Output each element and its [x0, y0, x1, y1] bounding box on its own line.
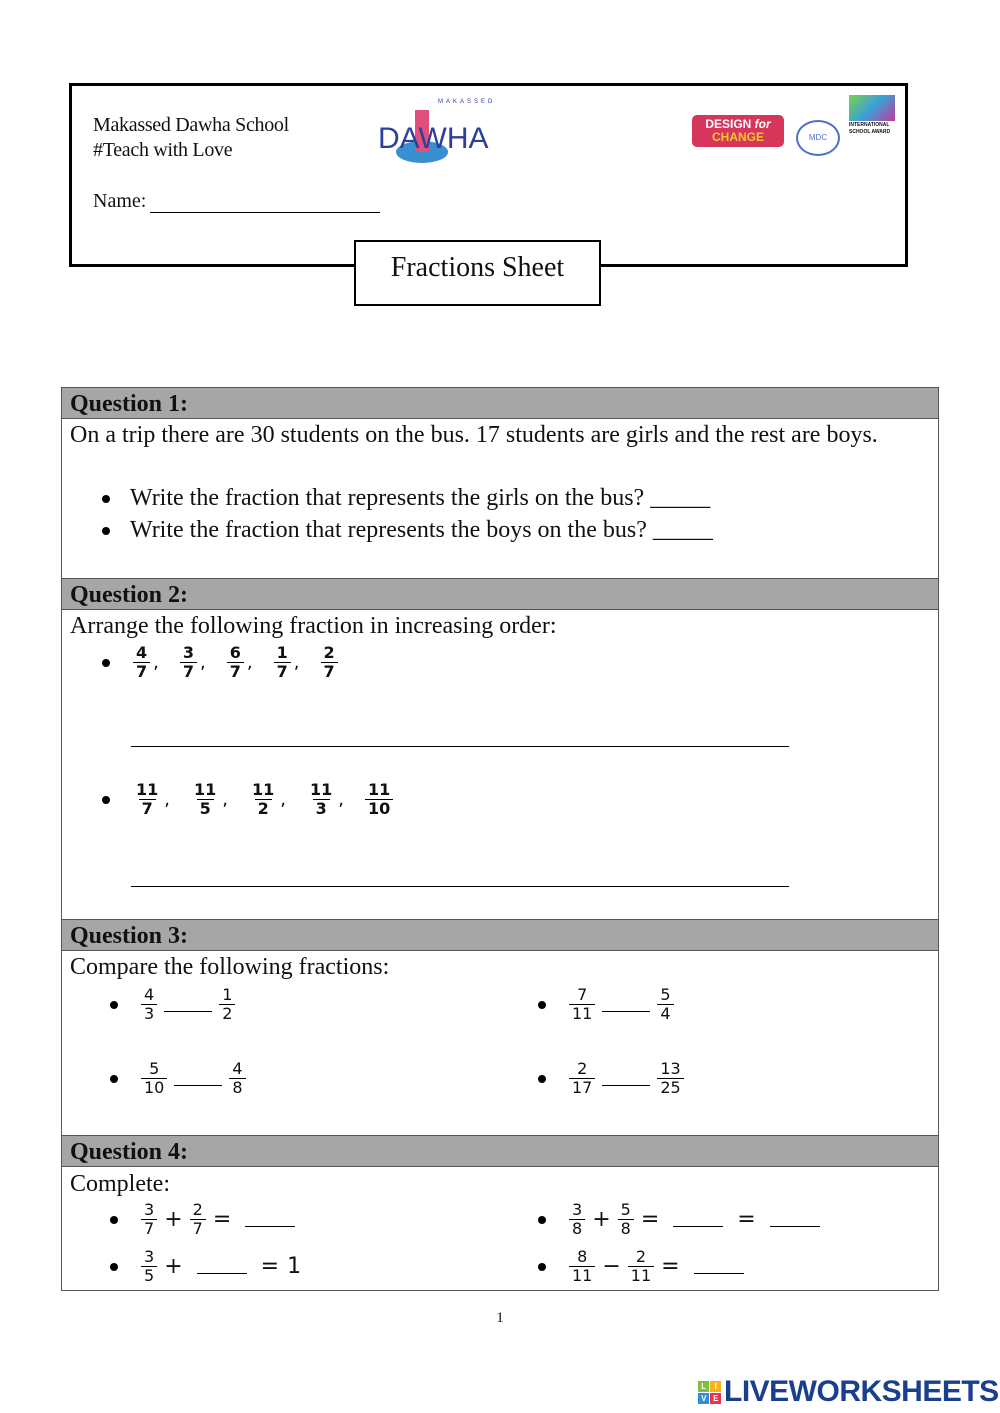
page-title: Fractions Sheet	[354, 240, 601, 306]
fraction: $\frac{5}{10}$	[141, 1060, 167, 1097]
fraction: $\frac{4}{3}$	[141, 986, 157, 1023]
fraction: $\frac{1}{2}$	[219, 986, 235, 1023]
fraction: $\frac{11}{10}$	[365, 781, 393, 818]
fraction: $\frac{11}{5}$	[194, 780, 217, 818]
fraction-set-1: $\frac{4}{7}$ , $\frac{3}{7}$ , $\frac{6}{7}$ , $\frac{1}{7}$ , $\frac{2}{7}$	[102, 644, 341, 681]
school-name: Makassed Dawha School	[93, 114, 289, 136]
fraction: $\frac{13}{25}$	[657, 1060, 683, 1097]
fraction: $\frac{4}{8}$	[229, 1060, 245, 1097]
design-for-change-logo: DESIGN for CHANGE	[692, 115, 784, 147]
answer-blank[interactable]	[197, 1260, 247, 1274]
name-blank[interactable]	[150, 191, 380, 213]
question-2-text: Arrange the following fraction in increasing order:	[70, 613, 557, 639]
compare-item	[110, 1060, 249, 1097]
question-3-header: Question 3:	[62, 919, 938, 951]
list-item: Write the fraction that represents the boys on the bus? _____	[102, 517, 713, 544]
dawha-logo-text: DAWHA	[378, 122, 489, 155]
questions-table	[61, 387, 939, 1291]
mdc-logo: MDC	[796, 120, 840, 156]
fraction: $\frac{2}{17}$	[569, 1060, 595, 1097]
fraction: $\frac{6}{7}$	[227, 644, 244, 681]
compare-item	[538, 1060, 687, 1097]
question-2-header: Question 2:	[62, 578, 938, 610]
answer-blank[interactable]	[245, 1213, 295, 1227]
question-1-header: Question 1:	[62, 387, 938, 419]
fraction: $\frac{11}{7}$	[136, 780, 159, 818]
dawha-logo	[378, 96, 528, 164]
answer-blank[interactable]	[602, 998, 650, 1012]
list-item: Write the fraction that represents the girls on the bus? _____	[102, 485, 710, 512]
question-4-text: Complete:	[70, 1171, 170, 1197]
international-school-award-logo: INTERNATIONAL SCHOOL AWARD	[849, 95, 899, 136]
school-motto: #Teach with Love	[93, 139, 233, 161]
fraction: $\frac{8}{11}$	[569, 1248, 595, 1285]
complete-item: $\frac{3}{7}$ + $\frac{2}{7}$ =	[110, 1201, 305, 1238]
fraction: $\frac{4}{7}$	[133, 644, 150, 681]
fraction: $\frac{3}{7}$	[180, 644, 197, 681]
fraction: $\frac{7}{11}$	[569, 986, 595, 1023]
dawha-logo-small-text: MAKASSED	[438, 99, 496, 105]
liveworksheets-logo: L I V E LIVEWORKSHEETS	[698, 1375, 999, 1409]
fraction: $\frac{2}{11}$	[628, 1248, 654, 1285]
fraction: $\frac{3}{5}$	[141, 1248, 157, 1285]
answer-blank[interactable]	[602, 1072, 650, 1086]
answer-blank[interactable]	[174, 1072, 222, 1086]
answer-blank[interactable]	[164, 998, 212, 1012]
question-4-header: Question 4:	[62, 1135, 938, 1167]
fraction: $\frac{2}{7}$	[190, 1201, 206, 1238]
fraction: $\frac{11}{2}$	[252, 780, 275, 818]
fraction: $\frac{2}{7}$	[321, 644, 338, 681]
compare-item	[538, 986, 677, 1023]
question-1-text: On a trip there are 30 students on the bus. 17 students are girls and the rest are boys.	[70, 422, 878, 448]
fraction: $\frac{3}{7}$	[141, 1201, 157, 1238]
fraction-set-2: $\frac{11}{7}$ , $\frac{11}{5}$ , $\frac{11}{2}$ , $\frac{11}{3}$ , $\frac{11}{10}$	[102, 781, 396, 818]
name-field[interactable]	[93, 190, 380, 213]
question-3-text: Compare the following fractions:	[70, 954, 390, 980]
fraction: $\frac{3}{8}$	[569, 1201, 585, 1238]
fraction: $\frac{11}{3}$	[310, 780, 333, 818]
answer-blank[interactable]	[770, 1213, 820, 1227]
compare-item	[110, 986, 238, 1023]
answer-line[interactable]	[131, 886, 789, 887]
answer-blank[interactable]	[673, 1213, 723, 1227]
complete-item: $\frac{3}{8}$ + $\frac{5}{8}$ = =	[538, 1201, 830, 1238]
fraction: $\frac{5}{8}$	[618, 1201, 634, 1238]
complete-item: $\frac{8}{11}$ − $\frac{2}{11}$ =	[538, 1248, 754, 1285]
fraction: $\frac{5}{4}$	[657, 986, 673, 1023]
fraction: $\frac{1}{7}$	[274, 644, 291, 681]
name-label: Name:	[93, 190, 147, 212]
school-info	[93, 113, 289, 163]
liveworksheets-icon: L I V E	[698, 1381, 721, 1404]
complete-item: $\frac{3}{5}$ + = 1	[110, 1248, 305, 1285]
answer-blank[interactable]	[694, 1260, 744, 1274]
answer-line[interactable]	[131, 746, 789, 747]
page-number: 1	[496, 1310, 504, 1326]
